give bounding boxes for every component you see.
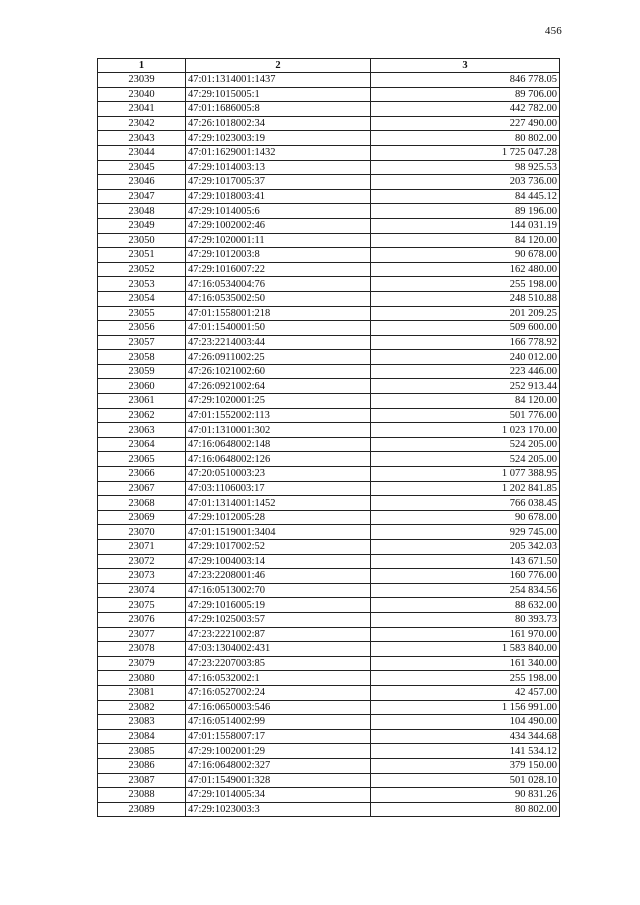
value-cell: 254 834.56 xyxy=(371,583,560,598)
row-number-cell: 23071 xyxy=(98,540,186,555)
table-row xyxy=(98,394,560,409)
row-number-cell: 23078 xyxy=(98,642,186,657)
value-cell: 89 196.00 xyxy=(371,204,560,219)
cadastral-number-cell: 47:01:1549001:328 xyxy=(186,773,371,788)
row-number-cell: 23060 xyxy=(98,379,186,394)
table-row xyxy=(98,758,560,773)
cadastral-number-cell: 47:16:0648002:327 xyxy=(186,758,371,773)
table-row xyxy=(98,306,560,321)
value-cell: 442 782.00 xyxy=(371,102,560,117)
cadastral-number-cell: 47:29:1015005:1 xyxy=(186,87,371,102)
value-cell: 509 600.00 xyxy=(371,321,560,336)
cadastral-number-cell: 47:03:1106003:17 xyxy=(186,481,371,496)
value-cell: 80 393.73 xyxy=(371,612,560,627)
table-row xyxy=(98,715,560,730)
row-number-cell: 23064 xyxy=(98,437,186,452)
row-number-cell: 23061 xyxy=(98,394,186,409)
value-cell: 98 925.53 xyxy=(371,160,560,175)
cadastral-number-cell: 47:26:1021002:60 xyxy=(186,364,371,379)
table-row xyxy=(98,554,560,569)
table-row xyxy=(98,102,560,117)
row-number-cell: 23087 xyxy=(98,773,186,788)
cadastral-number-cell: 47:29:1018003:41 xyxy=(186,189,371,204)
cadastral-number-cell: 47:29:1014005:34 xyxy=(186,788,371,803)
row-number-cell: 23049 xyxy=(98,218,186,233)
value-cell: 90 678.00 xyxy=(371,510,560,525)
row-number-cell: 23074 xyxy=(98,583,186,598)
cadastral-number-cell: 47:26:1018002:34 xyxy=(186,116,371,131)
table-row xyxy=(98,452,560,467)
cadastral-number-cell: 47:03:1304002:431 xyxy=(186,642,371,657)
value-cell: 90 831.26 xyxy=(371,788,560,803)
table-row xyxy=(98,729,560,744)
cadastral-number-cell: 47:29:1014003:13 xyxy=(186,160,371,175)
cadastral-number-cell: 47:01:1686005:8 xyxy=(186,102,371,117)
row-number-cell: 23040 xyxy=(98,87,186,102)
value-cell: 1 725 047.28 xyxy=(371,145,560,160)
cadastral-number-cell: 47:23:2214003:44 xyxy=(186,335,371,350)
cadastral-number-cell: 47:29:1023003:19 xyxy=(186,131,371,146)
row-number-cell: 23079 xyxy=(98,656,186,671)
cadastral-number-cell: 47:01:1552002:113 xyxy=(186,408,371,423)
table-row xyxy=(98,685,560,700)
row-number-cell: 23084 xyxy=(98,729,186,744)
value-cell: 227 490.00 xyxy=(371,116,560,131)
value-cell: 929 745.00 xyxy=(371,525,560,540)
row-number-cell: 23048 xyxy=(98,204,186,219)
row-number-cell: 23075 xyxy=(98,598,186,613)
row-number-cell: 23044 xyxy=(98,145,186,160)
value-cell: 144 031.19 xyxy=(371,218,560,233)
value-cell: 104 490.00 xyxy=(371,715,560,730)
value-cell: 201 209.25 xyxy=(371,306,560,321)
table-row xyxy=(98,598,560,613)
table-row xyxy=(98,364,560,379)
table-row xyxy=(98,350,560,365)
cadastral-number-cell: 47:16:0648002:126 xyxy=(186,452,371,467)
table-header-row xyxy=(98,59,560,73)
cadastral-number-cell: 47:01:1558007:17 xyxy=(186,729,371,744)
table-row xyxy=(98,335,560,350)
row-number-cell: 23072 xyxy=(98,554,186,569)
cadastral-number-cell: 47:20:0510003:23 xyxy=(186,467,371,482)
value-cell: 203 736.00 xyxy=(371,175,560,190)
cadastral-number-cell: 47:29:1025003:57 xyxy=(186,612,371,627)
cadastral-number-cell: 47:23:2207003:85 xyxy=(186,656,371,671)
row-number-cell: 23050 xyxy=(98,233,186,248)
table-row xyxy=(98,189,560,204)
cadastral-number-cell: 47:26:0911002:25 xyxy=(186,350,371,365)
cadastral-number-cell: 47:01:1629001:1432 xyxy=(186,145,371,160)
table-row xyxy=(98,802,560,817)
cadastral-number-cell: 47:29:1017005:37 xyxy=(186,175,371,190)
value-cell: 84 120.00 xyxy=(371,233,560,248)
table-row xyxy=(98,540,560,555)
table-row xyxy=(98,525,560,540)
value-cell: 501 776.00 xyxy=(371,408,560,423)
row-number-cell: 23077 xyxy=(98,627,186,642)
table-row xyxy=(98,145,560,160)
row-number-cell: 23055 xyxy=(98,306,186,321)
cadastral-number-cell: 47:01:1314001:1437 xyxy=(186,73,371,88)
value-cell: 42 457.00 xyxy=(371,685,560,700)
row-number-cell: 23067 xyxy=(98,481,186,496)
value-cell: 166 778.92 xyxy=(371,335,560,350)
table-row xyxy=(98,744,560,759)
value-cell: 88 632.00 xyxy=(371,598,560,613)
column-header-3: 3 xyxy=(371,59,560,73)
column-header-2: 2 xyxy=(186,59,371,73)
table-row xyxy=(98,569,560,584)
row-number-cell: 23056 xyxy=(98,321,186,336)
page-number: 456 xyxy=(544,25,562,37)
value-cell: 80 802.00 xyxy=(371,131,560,146)
value-cell: 255 198.00 xyxy=(371,277,560,292)
table-row xyxy=(98,510,560,525)
row-number-cell: 23042 xyxy=(98,116,186,131)
row-number-cell: 23058 xyxy=(98,350,186,365)
table-row xyxy=(98,773,560,788)
cadastral-value-table xyxy=(97,58,560,817)
row-number-cell: 23053 xyxy=(98,277,186,292)
cadastral-number-cell: 47:01:1519001:3404 xyxy=(186,525,371,540)
cadastral-number-cell: 47:16:0535002:50 xyxy=(186,291,371,306)
table-row xyxy=(98,175,560,190)
row-number-cell: 23043 xyxy=(98,131,186,146)
value-cell: 434 344.68 xyxy=(371,729,560,744)
row-number-cell: 23051 xyxy=(98,248,186,263)
cadastral-number-cell: 47:29:1002001:29 xyxy=(186,744,371,759)
table-row xyxy=(98,612,560,627)
row-number-cell: 23046 xyxy=(98,175,186,190)
value-cell: 160 776.00 xyxy=(371,569,560,584)
table-row xyxy=(98,277,560,292)
table-row xyxy=(98,642,560,657)
table-row xyxy=(98,408,560,423)
row-number-cell: 23045 xyxy=(98,160,186,175)
table-row xyxy=(98,437,560,452)
table-row xyxy=(98,248,560,263)
row-number-cell: 23086 xyxy=(98,758,186,773)
table-row xyxy=(98,627,560,642)
table-row xyxy=(98,321,560,336)
value-cell: 252 913.44 xyxy=(371,379,560,394)
cadastral-number-cell: 47:16:0534004:76 xyxy=(186,277,371,292)
value-cell: 501 028.10 xyxy=(371,773,560,788)
cadastral-number-cell: 47:26:0921002:64 xyxy=(186,379,371,394)
value-cell: 1 202 841.85 xyxy=(371,481,560,496)
value-cell: 161 970.00 xyxy=(371,627,560,642)
cadastral-number-cell: 47:29:1016007:22 xyxy=(186,262,371,277)
value-cell: 248 510.88 xyxy=(371,291,560,306)
table-row xyxy=(98,204,560,219)
value-cell: 161 340.00 xyxy=(371,656,560,671)
table-row xyxy=(98,671,560,686)
table-row xyxy=(98,379,560,394)
value-cell: 846 778.05 xyxy=(371,73,560,88)
cadastral-number-cell: 47:16:0514002:99 xyxy=(186,715,371,730)
table-row xyxy=(98,700,560,715)
row-number-cell: 23082 xyxy=(98,700,186,715)
value-cell: 255 198.00 xyxy=(371,671,560,686)
table-row xyxy=(98,131,560,146)
value-cell: 1 156 991.00 xyxy=(371,700,560,715)
cadastral-number-cell: 47:29:1020001:25 xyxy=(186,394,371,409)
row-number-cell: 23085 xyxy=(98,744,186,759)
row-number-cell: 23065 xyxy=(98,452,186,467)
row-number-cell: 23066 xyxy=(98,467,186,482)
value-cell: 766 038.45 xyxy=(371,496,560,511)
table-row xyxy=(98,496,560,511)
table-row xyxy=(98,218,560,233)
cadastral-number-cell: 47:29:1016005:19 xyxy=(186,598,371,613)
value-cell: 80 802.00 xyxy=(371,802,560,817)
table-row xyxy=(98,481,560,496)
table-row xyxy=(98,423,560,438)
cadastral-number-cell: 47:29:1014005:6 xyxy=(186,204,371,219)
value-cell: 524 205.00 xyxy=(371,452,560,467)
table-row xyxy=(98,262,560,277)
cadastral-number-cell: 47:16:0532002:1 xyxy=(186,671,371,686)
table-row xyxy=(98,467,560,482)
cadastral-number-cell: 47:01:1314001:1452 xyxy=(186,496,371,511)
value-cell: 90 678.00 xyxy=(371,248,560,263)
row-number-cell: 23089 xyxy=(98,802,186,817)
row-number-cell: 23039 xyxy=(98,73,186,88)
value-cell: 1 583 840.00 xyxy=(371,642,560,657)
cadastral-number-cell: 47:23:2208001:46 xyxy=(186,569,371,584)
value-cell: 240 012.00 xyxy=(371,350,560,365)
cadastral-number-cell: 47:29:1004003:14 xyxy=(186,554,371,569)
cadastral-number-cell: 47:01:1310001:302 xyxy=(186,423,371,438)
row-number-cell: 23041 xyxy=(98,102,186,117)
row-number-cell: 23080 xyxy=(98,671,186,686)
row-number-cell: 23083 xyxy=(98,715,186,730)
cadastral-number-cell: 47:29:1012005:28 xyxy=(186,510,371,525)
table-row xyxy=(98,87,560,102)
table-row xyxy=(98,160,560,175)
value-cell: 524 205.00 xyxy=(371,437,560,452)
cadastral-number-cell: 47:16:0650003:546 xyxy=(186,700,371,715)
cadastral-number-cell: 47:16:0513002:70 xyxy=(186,583,371,598)
table-row xyxy=(98,788,560,803)
row-number-cell: 23063 xyxy=(98,423,186,438)
row-number-cell: 23059 xyxy=(98,364,186,379)
value-cell: 84 120.00 xyxy=(371,394,560,409)
row-number-cell: 23081 xyxy=(98,685,186,700)
row-number-cell: 23068 xyxy=(98,496,186,511)
value-cell: 1 077 388.95 xyxy=(371,467,560,482)
column-header-1: 1 xyxy=(98,59,186,73)
value-cell: 141 534.12 xyxy=(371,744,560,759)
row-number-cell: 23054 xyxy=(98,291,186,306)
row-number-cell: 23088 xyxy=(98,788,186,803)
value-cell: 84 445.12 xyxy=(371,189,560,204)
value-cell: 89 706.00 xyxy=(371,87,560,102)
cadastral-number-cell: 47:29:1002002:46 xyxy=(186,218,371,233)
value-cell: 205 342.03 xyxy=(371,540,560,555)
value-cell: 162 480.00 xyxy=(371,262,560,277)
table-body xyxy=(98,73,560,817)
row-number-cell: 23052 xyxy=(98,262,186,277)
row-number-cell: 23073 xyxy=(98,569,186,584)
cadastral-number-cell: 47:29:1017002:52 xyxy=(186,540,371,555)
table-row xyxy=(98,291,560,306)
cadastral-number-cell: 47:23:2221002:87 xyxy=(186,627,371,642)
row-number-cell: 23076 xyxy=(98,612,186,627)
value-cell: 143 671.50 xyxy=(371,554,560,569)
cadastral-number-cell: 47:01:1540001:50 xyxy=(186,321,371,336)
table-row xyxy=(98,73,560,88)
table-row xyxy=(98,583,560,598)
row-number-cell: 23047 xyxy=(98,189,186,204)
row-number-cell: 23062 xyxy=(98,408,186,423)
cadastral-number-cell: 47:29:1023003:3 xyxy=(186,802,371,817)
row-number-cell: 23057 xyxy=(98,335,186,350)
cadastral-number-cell: 47:29:1020001:11 xyxy=(186,233,371,248)
row-number-cell: 23070 xyxy=(98,525,186,540)
value-cell: 223 446.00 xyxy=(371,364,560,379)
table-row xyxy=(98,116,560,131)
cadastral-number-cell: 47:01:1558001:218 xyxy=(186,306,371,321)
table-row xyxy=(98,233,560,248)
cadastral-number-cell: 47:16:0527002:24 xyxy=(186,685,371,700)
table-row xyxy=(98,656,560,671)
data-table-container xyxy=(97,58,559,817)
value-cell: 1 023 170.00 xyxy=(371,423,560,438)
value-cell: 379 150.00 xyxy=(371,758,560,773)
row-number-cell: 23069 xyxy=(98,510,186,525)
cadastral-number-cell: 47:29:1012003:8 xyxy=(186,248,371,263)
cadastral-number-cell: 47:16:0648002:148 xyxy=(186,437,371,452)
